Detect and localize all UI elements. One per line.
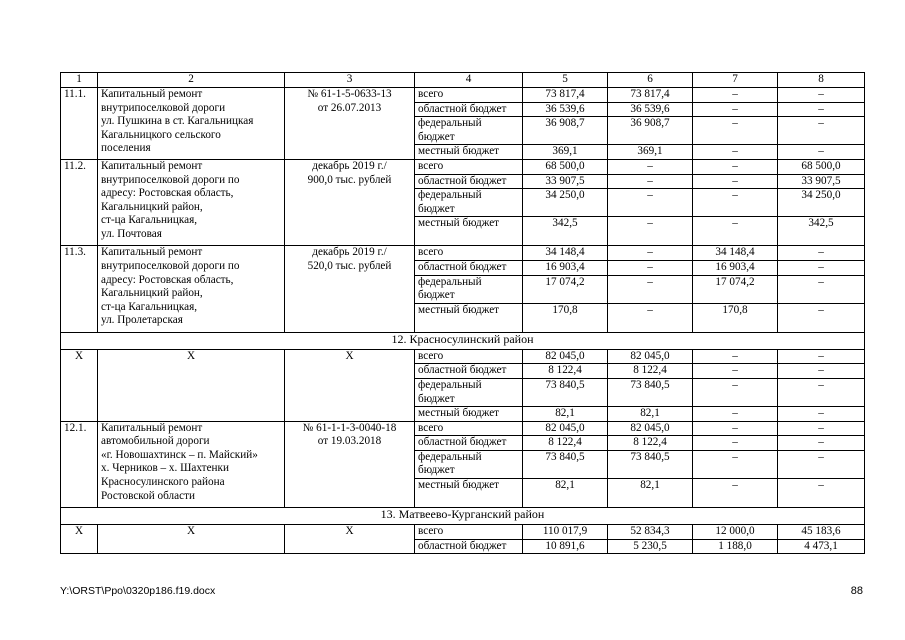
header-cell: 5 (523, 73, 608, 88)
value-col7: 34 148,4 (693, 246, 778, 261)
value-col7: – (693, 407, 778, 422)
value-col5: 82 045,0 (523, 421, 608, 436)
value-col8: – (778, 436, 865, 451)
value-col6: – (608, 275, 693, 303)
header-cell: 8 (778, 73, 865, 88)
value-col8: – (778, 260, 865, 275)
value-col7: 16 903,4 (693, 260, 778, 275)
value-col7: 17 074,2 (693, 275, 778, 303)
value-col7: – (693, 450, 778, 478)
value-col6: – (608, 189, 693, 217)
budget-table (60, 72, 865, 554)
value-col5: 73 840,5 (523, 378, 608, 406)
budget-type: всего (415, 159, 523, 174)
table-row (61, 159, 865, 174)
value-col8: 4 473,1 (778, 539, 865, 554)
value-col5: 8 122,4 (523, 364, 608, 379)
item-reference: декабрь 2019 г./ 520,0 тыс. рублей (285, 246, 415, 332)
budget-type: всего (415, 421, 523, 436)
budget-type: областной бюджет (415, 102, 523, 117)
value-col7: – (693, 217, 778, 246)
value-col6: 82 045,0 (608, 421, 693, 436)
value-col7: – (693, 174, 778, 189)
value-col8: 33 907,5 (778, 174, 865, 189)
value-col6: – (608, 303, 693, 332)
item-reference: № 61-1-5-0633-13 от 26.07.2013 (285, 88, 415, 160)
budget-type: федеральный бюджет (415, 275, 523, 303)
section-title: 12. Красносулинский район (61, 332, 865, 349)
budget-type: местный бюджет (415, 145, 523, 160)
value-col6: 82,1 (608, 407, 693, 422)
budget-type: федеральный бюджет (415, 378, 523, 406)
value-col5: 73 817,4 (523, 88, 608, 103)
value-col7: – (693, 145, 778, 160)
item-reference: декабрь 2019 г./ 900,0 тыс. рублей (285, 159, 415, 245)
value-col5: 82,1 (523, 407, 608, 422)
value-col7: – (693, 479, 778, 508)
table-row (61, 88, 865, 103)
table-row (61, 349, 865, 364)
value-col6: 73 840,5 (608, 378, 693, 406)
header-cell: 4 (415, 73, 523, 88)
value-col7: – (693, 88, 778, 103)
value-col7: – (693, 378, 778, 406)
value-col5: 110 017,9 (523, 525, 608, 540)
budget-type: всего (415, 246, 523, 261)
value-col8: – (778, 407, 865, 422)
value-col5: 34 148,4 (523, 246, 608, 261)
item-name: Капитальный ремонт внутрипоселковой дороги по адресу: Ростовская область, Кагальницкий район, ст-ца Кагальницкая, ул. Пролетарская (98, 246, 285, 332)
value-col5: 36 908,7 (523, 117, 608, 145)
budget-type: всего (415, 88, 523, 103)
value-col6: 73 840,5 (608, 450, 693, 478)
document-path: Y:\ORST\Ppo\0320p186.f19.docx (60, 585, 216, 597)
value-col8: – (778, 246, 865, 261)
budget-type: местный бюджет (415, 407, 523, 422)
item-name: Х (98, 349, 285, 421)
value-col5: 34 250,0 (523, 189, 608, 217)
item-name: Капитальный ремонт автомобильной дороги «г. Новошахтинск – п. Майский» х. Черников – х. Шахтенки Красносулинского района Ростовской области (98, 421, 285, 507)
value-col5: 82 045,0 (523, 349, 608, 364)
item-name: Капитальный ремонт внутрипоселковой дороги по адресу: Ростовская область, Кагальницкий район, ст-ца Кагальницкая, ул. Почтовая (98, 159, 285, 245)
value-col7: – (693, 102, 778, 117)
value-col5: 73 840,5 (523, 450, 608, 478)
value-col6: 52 834,3 (608, 525, 693, 540)
value-col5: 369,1 (523, 145, 608, 160)
value-col8: – (778, 349, 865, 364)
value-col8: – (778, 303, 865, 332)
item-number: Х (61, 349, 98, 421)
header-cell: 2 (98, 73, 285, 88)
item-reference: Х (285, 349, 415, 421)
table-row (61, 525, 865, 540)
value-col8: – (778, 364, 865, 379)
section-row (61, 332, 865, 349)
value-col7: – (693, 421, 778, 436)
value-col6: 8 122,4 (608, 364, 693, 379)
budget-type: областной бюджет (415, 174, 523, 189)
header-cell: 1 (61, 73, 98, 88)
value-col7: 1 188,0 (693, 539, 778, 554)
value-col8: 342,5 (778, 217, 865, 246)
item-number: 11.2. (61, 159, 98, 245)
value-col7: – (693, 364, 778, 379)
value-col5: 68 500,0 (523, 159, 608, 174)
value-col8: – (778, 450, 865, 478)
budget-type: местный бюджет (415, 479, 523, 508)
value-col6: – (608, 159, 693, 174)
value-col7: 170,8 (693, 303, 778, 332)
value-col5: 16 903,4 (523, 260, 608, 275)
value-col6: 82 045,0 (608, 349, 693, 364)
value-col5: 342,5 (523, 217, 608, 246)
value-col5: 36 539,6 (523, 102, 608, 117)
value-col7: – (693, 159, 778, 174)
value-col8: – (778, 88, 865, 103)
item-number: 11.1. (61, 88, 98, 160)
value-col6: 73 817,4 (608, 88, 693, 103)
value-col6: 8 122,4 (608, 436, 693, 451)
value-col6: 36 908,7 (608, 117, 693, 145)
value-col6: 36 539,6 (608, 102, 693, 117)
page-number: 88 (850, 585, 863, 597)
value-col8: – (778, 145, 865, 160)
budget-type: областной бюджет (415, 539, 523, 554)
value-col5: 82,1 (523, 479, 608, 508)
value-col7: 12 000,0 (693, 525, 778, 540)
value-col6: – (608, 217, 693, 246)
value-col5: 17 074,2 (523, 275, 608, 303)
header-cell: 6 (608, 73, 693, 88)
budget-type: местный бюджет (415, 303, 523, 332)
budget-type: областной бюджет (415, 436, 523, 451)
item-number: 11.3. (61, 246, 98, 332)
value-col8: 34 250,0 (778, 189, 865, 217)
value-col6: – (608, 174, 693, 189)
value-col8: – (778, 117, 865, 145)
item-reference: Х (285, 525, 415, 554)
section-row (61, 508, 865, 525)
value-col8: 68 500,0 (778, 159, 865, 174)
value-col8: – (778, 378, 865, 406)
value-col6: – (608, 260, 693, 275)
value-col8: 45 183,6 (778, 525, 865, 540)
budget-type: федеральный бюджет (415, 189, 523, 217)
value-col5: 170,8 (523, 303, 608, 332)
value-col8: – (778, 275, 865, 303)
value-col5: 10 891,6 (523, 539, 608, 554)
value-col6: 5 230,5 (608, 539, 693, 554)
value-col8: – (778, 102, 865, 117)
value-col6: 369,1 (608, 145, 693, 160)
item-name: Х (98, 525, 285, 554)
table-row (61, 421, 865, 436)
budget-type: федеральный бюджет (415, 117, 523, 145)
header-row (61, 73, 865, 88)
budget-type: всего (415, 525, 523, 540)
value-col7: – (693, 436, 778, 451)
budget-type: всего (415, 349, 523, 364)
value-col7: – (693, 349, 778, 364)
value-col7: – (693, 117, 778, 145)
budget-type: местный бюджет (415, 217, 523, 246)
item-name: Капитальный ремонт внутрипоселковой дороги ул. Пушкина в ст. Кагальницкая Кагальницкого сельского поселения (98, 88, 285, 160)
budget-type: областной бюджет (415, 260, 523, 275)
value-col6: – (608, 246, 693, 261)
value-col7: – (693, 189, 778, 217)
value-col6: 82,1 (608, 479, 693, 508)
item-number: 12.1. (61, 421, 98, 507)
item-number: Х (61, 525, 98, 554)
header-cell: 3 (285, 73, 415, 88)
header-cell: 7 (693, 73, 778, 88)
item-reference: № 61-1-1-3-0040-18 от 19.03.2018 (285, 421, 415, 507)
budget-type: федеральный бюджет (415, 450, 523, 478)
value-col5: 33 907,5 (523, 174, 608, 189)
value-col8: – (778, 479, 865, 508)
value-col5: 8 122,4 (523, 436, 608, 451)
table-row (61, 246, 865, 261)
budget-type: областной бюджет (415, 364, 523, 379)
value-col8: – (778, 421, 865, 436)
section-title: 13. Матвеево-Курганский район (61, 508, 865, 525)
